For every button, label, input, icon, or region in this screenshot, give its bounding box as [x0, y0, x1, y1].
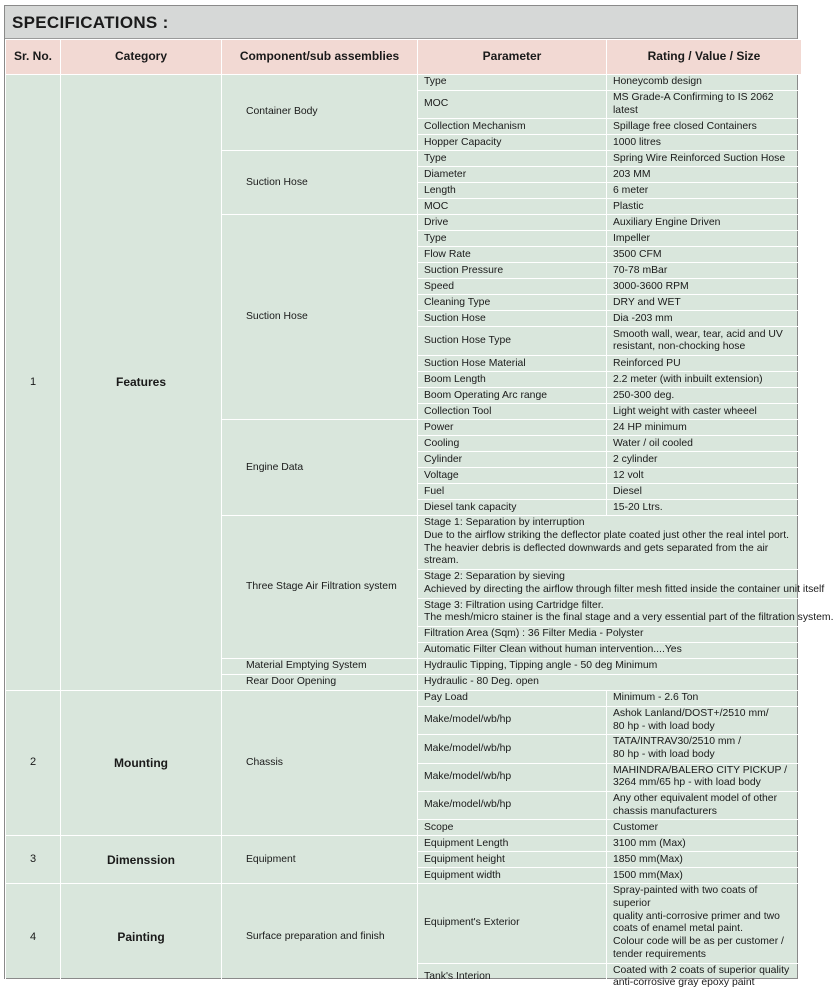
parameter-cell: Voltage	[418, 468, 607, 484]
filtration-stage1-title: Stage 1: Separation by interruption	[424, 517, 585, 529]
rating-cell: Spray-painted with two coats of superior quality anti-corrosive primer and two coats of enamel metal paint. Colour code will be as per customer / tender requirements	[607, 884, 802, 963]
parameter-cell: Make/model/wb/hp	[418, 763, 607, 791]
parameter-cell: Suction Hose Material	[418, 356, 607, 372]
filtration-stage1-text: Due to the airflow striking the deflector plate coated just other the real intel port. The heavier debris is deflected downwards and gets separated from the air stream.	[424, 530, 790, 567]
header-category: Category	[61, 40, 222, 75]
filtration-auto: Automatic Filter Clean without human intervention....Yes	[424, 644, 682, 656]
filtration-cell	[418, 516, 802, 570]
parameter-cell: Suction Hose	[418, 311, 607, 327]
rating-cell: 250-300 deg.	[607, 388, 802, 404]
sr-no-cell: 1	[6, 75, 61, 691]
parameter-cell: Cylinder	[418, 452, 607, 468]
parameter-cell: Diameter	[418, 167, 607, 183]
rating-cell: 2.2 meter (with inbuilt extension)	[607, 372, 802, 388]
rating-cell: MS Grade-A Confirming to IS 2062 latest	[607, 91, 802, 119]
component-cell: Suction Hose	[222, 215, 418, 420]
rating-cell: 1000 litres	[607, 135, 802, 151]
component-cell: Surface preparation and finish	[222, 884, 418, 992]
filtration-cell	[418, 570, 825, 598]
component-cell: Suction Hose	[222, 151, 418, 215]
parameter-cell: Equipment Length	[418, 836, 607, 852]
parameter-cell: Diesel tank capacity	[418, 500, 607, 516]
rating-cell: 1850 mm(Max)	[607, 852, 802, 868]
parameter-cell: Equipment width	[418, 868, 607, 884]
rating-cell: MAHINDRA/BALERO CITY PICKUP / 3264 mm/65 hp - with load body	[607, 763, 802, 791]
table-row	[6, 690, 802, 706]
component-cell: Three Stage Air Filtration system	[222, 516, 418, 659]
parameter-cell: Tank's Interion	[418, 963, 607, 991]
component-cell: Material Emptying System	[222, 658, 418, 674]
parameter-cell: Equipment's Exterior	[418, 884, 607, 963]
component-cell: Chassis	[222, 690, 418, 836]
header-component: Component/sub assemblies	[222, 40, 418, 75]
parameter-cell: Boom Length	[418, 372, 607, 388]
rating-cell: Light weight with caster wheeel	[607, 404, 802, 420]
rating-cell: 12 volt	[607, 468, 802, 484]
parameter-cell: Flow Rate	[418, 247, 607, 263]
table-row	[6, 884, 802, 963]
rating-cell: TATA/INTRAV30/2510 mm / 80 hp - with load body	[607, 735, 802, 763]
rating-cell: Honeycomb design	[607, 75, 802, 91]
page-title: SPECIFICATIONS :	[5, 6, 797, 39]
header-rating: Rating / Value / Size	[607, 40, 802, 75]
rating-cell: Dia -203 mm	[607, 311, 802, 327]
rating-cell: 3000-3600 RPM	[607, 279, 802, 295]
rating-cell: Plastic	[607, 199, 802, 215]
parameter-cell: Scope	[418, 820, 607, 836]
rating-cell: DRY and WET	[607, 295, 802, 311]
sr-no-cell: 4	[6, 884, 61, 992]
rating-cell: 3100 mm (Max)	[607, 836, 802, 852]
rating-cell: 2 cylinder	[607, 452, 802, 468]
parameter-cell: Drive	[418, 215, 607, 231]
parameter-cell: MOC	[418, 199, 607, 215]
table-header-row	[6, 40, 802, 75]
rating-cell: 15-20 Ltrs.	[607, 500, 802, 516]
parameter-cell: Make/model/wb/hp	[418, 792, 607, 820]
category-cell: Mounting	[61, 690, 222, 836]
filtration-stage3-text: The mesh/micro stainer is the final stage and a very essential part of the filtration system.	[424, 612, 833, 624]
filtration-cell	[418, 642, 802, 658]
parameter-cell: Length	[418, 183, 607, 199]
filtration-stage2-title: Stage 2: Separation by sieving	[424, 571, 565, 583]
rating-cell: Smooth wall, wear, tear, acid and UV resistant, non-chocking hose	[607, 327, 802, 356]
category-cell: Features	[61, 75, 222, 691]
sr-no-cell: 2	[6, 690, 61, 836]
header-sr-no: Sr. No.	[6, 40, 61, 75]
parameter-cell: Cleaning Type	[418, 295, 607, 311]
rating-cell: Impeller	[607, 231, 802, 247]
parameter-cell: Speed	[418, 279, 607, 295]
filtration-cell	[418, 626, 802, 642]
filtration-stage2-text: Achieved by directing the airflow through filter mesh fitted inside the container unit itself	[424, 583, 825, 595]
sr-no-cell: 3	[6, 836, 61, 884]
category-cell: Dimenssion	[61, 836, 222, 884]
specifications-sheet	[4, 5, 833, 989]
rating-cell: Minimum - 2.6 Ton	[607, 690, 802, 706]
rating-cell: Any other equivalent model of other chassis manufacturers	[607, 792, 802, 820]
rating-cell: Water / oil cooled	[607, 436, 802, 452]
component-cell: Container Body	[222, 75, 418, 151]
header-parameter: Parameter	[418, 40, 607, 75]
component-cell: Equipment	[222, 836, 418, 884]
rating-cell: Spillage free closed Containers	[607, 119, 802, 135]
parameter-cell: Type	[418, 151, 607, 167]
parameter-cell: Hopper Capacity	[418, 135, 607, 151]
spec-table	[5, 39, 833, 992]
rating-cell: Diesel	[607, 484, 802, 500]
filtration-stage3-title: Stage 3: Filtration using Cartridge filter.	[424, 599, 604, 611]
rating-cell: Ashok Lanland/DOST+/2510 mm/ 80 hp - with load body	[607, 706, 802, 734]
rating-cell: Spring Wire Reinforced Suction Hose	[607, 151, 802, 167]
parameter-cell: Boom Operating Arc range	[418, 388, 607, 404]
parameter-cell: Suction Pressure	[418, 263, 607, 279]
filtration-cell	[418, 598, 833, 626]
value-cell: Hydraulic Tipping, Tipping angle - 50 deg Minimum	[418, 658, 802, 674]
rating-cell: 203 MM	[607, 167, 802, 183]
parameter-cell: Collection Mechanism	[418, 119, 607, 135]
rating-cell: 1500 mm(Max)	[607, 868, 802, 884]
parameter-cell: Make/model/wb/hp	[418, 706, 607, 734]
parameter-cell: Suction Hose Type	[418, 327, 607, 356]
parameter-cell: Type	[418, 75, 607, 91]
parameter-cell: Pay Load	[418, 690, 607, 706]
parameter-cell: MOC	[418, 91, 607, 119]
rating-cell: Reinforced PU	[607, 356, 802, 372]
rating-cell: Auxiliary Engine Driven	[607, 215, 802, 231]
rating-cell: 6 meter	[607, 183, 802, 199]
category-cell: Painting	[61, 884, 222, 992]
rating-cell: 24 HP minimum	[607, 420, 802, 436]
parameter-cell: Cooling	[418, 436, 607, 452]
rating-cell: 70-78 mBar	[607, 263, 802, 279]
parameter-cell: Type	[418, 231, 607, 247]
table-row	[6, 836, 802, 852]
value-cell: Hydraulic - 80 Deg. open	[418, 674, 802, 690]
rating-cell: Coated with 2 coats of superior quality anti-corrosive gray epoxy paint	[607, 963, 802, 991]
parameter-cell: Collection Tool	[418, 404, 607, 420]
rating-cell: 3500 CFM	[607, 247, 802, 263]
component-cell: Rear Door Opening	[222, 674, 418, 690]
parameter-cell: Make/model/wb/hp	[418, 735, 607, 763]
table-row	[6, 75, 802, 91]
parameter-cell: Power	[418, 420, 607, 436]
rating-cell: Customer	[607, 820, 802, 836]
filtration-area: Filtration Area (Sqm) : 36 Filter Media - Polyster	[424, 628, 644, 640]
parameter-cell: Equipment height	[418, 852, 607, 868]
parameter-cell: Fuel	[418, 484, 607, 500]
component-cell: Engine Data	[222, 420, 418, 516]
